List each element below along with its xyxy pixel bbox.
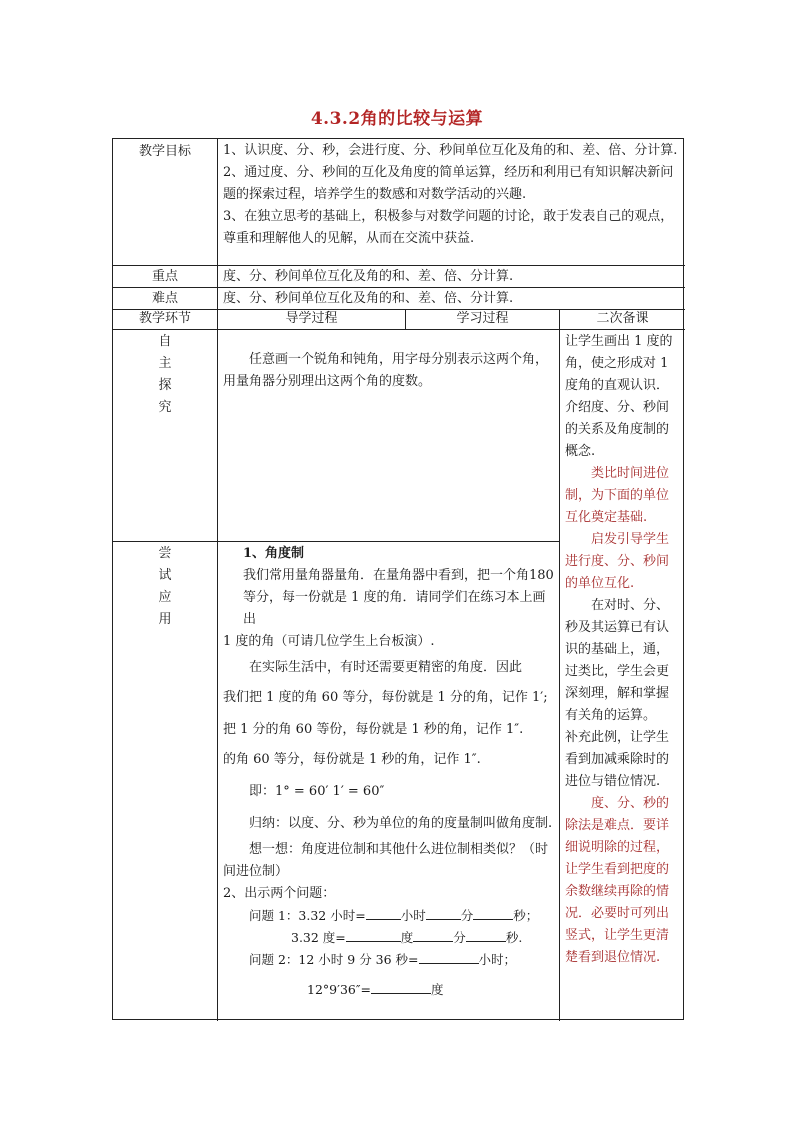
label-char: 自 (158, 334, 172, 349)
answer-blank[interactable] (466, 929, 506, 942)
key-label: 重点 (151, 269, 178, 284)
goal-item: 1、认识度、分、秒，会进行度、分、秒间单位互化及角的和、差、倍、分计算. (223, 143, 678, 158)
unit-text: 分 (460, 908, 474, 923)
question-2a (223, 949, 555, 971)
answer-blank[interactable] (366, 907, 401, 920)
answer-blank[interactable] (346, 929, 401, 942)
paragraph: 1 度的角（可请几位学生上台板演）. (223, 634, 435, 649)
question-1b (223, 927, 555, 949)
paragraph: 的角 60 等分，每份就是 1 秒的角，记作 1″. (223, 752, 481, 767)
goals-content (223, 140, 681, 250)
unit-text: 秒. (505, 930, 523, 945)
question-text: 问题 2：12 小时 9 分 36 秒= (249, 952, 419, 967)
answer-blank[interactable] (473, 907, 513, 920)
note: 让学生画出 1 度的角，使之形成对 1 度角的直观认识．介绍度、分、秒间的关系及角度制的概念. (565, 334, 673, 459)
unit-text: 度 (431, 982, 444, 997)
label-char: 探 (158, 378, 172, 393)
lesson-plan-table (112, 138, 684, 1020)
note: 类比时间进位制，为下面的单位互化奠定基础. (565, 466, 670, 525)
question-text: 问题 1：3.32 小时= (249, 908, 366, 923)
difficulty-label: 难点 (151, 291, 178, 306)
section-try-apply-label (113, 543, 217, 631)
header-stage: 教学环节 (138, 311, 191, 326)
difficulty-content: 度、分、秒间单位互化及角的和、差、倍、分计算. (223, 291, 514, 306)
unit-text: 分 (453, 930, 466, 945)
row-divider (113, 541, 559, 542)
goal-item: 3、在独立思考的基础上，积极参与对数学问题的讨论，敢于发表自己的观点，尊重和理解他人的见解，从而在交流中获益. (223, 209, 674, 246)
header-guide: 导学过程 (285, 311, 338, 326)
column-divider (217, 139, 218, 1021)
section-self-explore-content: 任意画一个锐角和钝角，用字母分别表示这两个角，用量角器分别理出这两个角的度数。 (223, 352, 549, 389)
note: 启发引导学生进行度、分、秒间的单位互化. (565, 532, 670, 591)
formula: 即：1° = 60′ 1′ = 60″ (249, 784, 385, 799)
paragraph: 在实际生活中，有时还需要更精密的角度．因此 (249, 660, 523, 675)
question-1a (223, 905, 555, 927)
paragraph: 想一想：角度进位制和其他什么进位制相类似？（时间进位制） (223, 842, 549, 879)
unit-text: 小时 (400, 908, 426, 923)
row-divider (113, 329, 685, 330)
answer-blank[interactable] (371, 981, 431, 994)
header-learn: 学习过程 (456, 311, 509, 326)
answer-blank[interactable] (413, 929, 453, 942)
paragraph: 2、出示两个问题： (223, 886, 336, 901)
column-divider (559, 309, 560, 1021)
label-char: 主 (158, 356, 172, 371)
page-title: 4.3.2角的比较与运算 (310, 109, 484, 129)
note: 补充此例，让学生看到加减乘除时的进位与错位情况. (565, 730, 670, 789)
subheading-angle-system: 1、角度制 (243, 546, 305, 561)
paragraph: 我们把 1 度的角 60 等分，每份就是 1 分的角，记作 1′; (223, 690, 548, 705)
paragraph: 归纳：以度、分、秒为单位的角的度量制叫做角度制. (249, 816, 553, 831)
header-revise: 二次备课 (596, 311, 649, 326)
answer-blank[interactable] (426, 907, 461, 920)
label-char: 应 (158, 590, 172, 605)
unit-text: 小时； (478, 952, 517, 967)
section-self-explore-label (113, 331, 217, 419)
question-text: 12°9′36″= (307, 982, 371, 997)
label-char: 用 (158, 612, 172, 627)
unit-text: 度 (400, 930, 414, 945)
answer-blank[interactable] (419, 951, 479, 964)
revise-notes (565, 331, 679, 969)
note: 在对时、分、秒及其运算已有认识的基础上，通，过类比，学生会更深刻理，解和掌握有关角的运算。 (565, 598, 670, 723)
note: 度、分、秒的除法是难点．要详细说明除的过程，让学生看到把度的余数继续再除的情况．必要时可列出竖式，让学生更清楚看到退位情况. (565, 796, 670, 965)
paragraph: 我们常用量角器量角．在量角器中看到，把一个角180 等分，每一份就是 1 度的角．请同学们在练习本上画出 (243, 568, 554, 627)
key-content: 度、分、秒间单位互化及角的和、差、倍、分计算. (223, 269, 514, 284)
unit-text: 秒； (513, 908, 539, 923)
section-try-apply-content (223, 543, 555, 1001)
question-text: 3.32 度= (291, 930, 346, 945)
paragraph: 把 1 分的角 60 等份，每份就是 1 秒的角，记作 1″. (223, 722, 524, 737)
question-2b (223, 979, 555, 1001)
goals-label: 教学目标 (138, 144, 191, 159)
label-char: 尝 (158, 546, 172, 561)
goal-item: 2、通过度、分、秒间的互化及角度的简单运算，经历和利用已有知识解决新问题的探索过程，培养学生的数感和对数学活动的兴趣. (223, 165, 674, 202)
label-char: 试 (158, 568, 172, 583)
label-char: 究 (158, 400, 172, 415)
